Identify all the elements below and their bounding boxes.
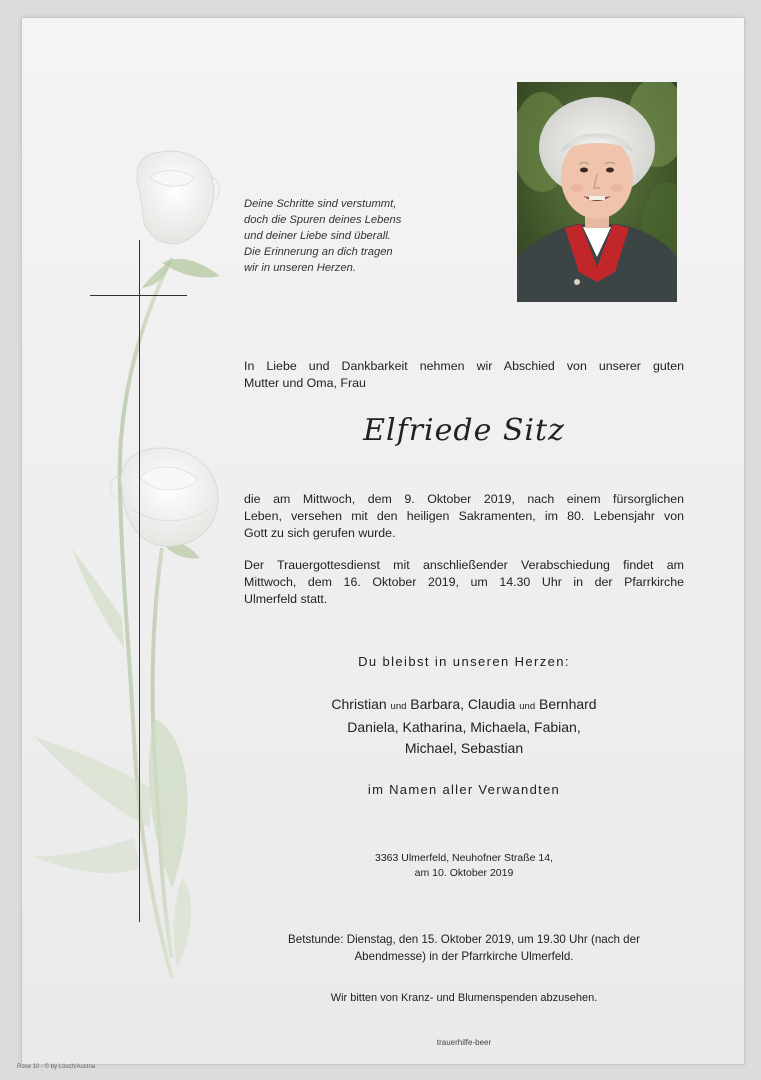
cross-horizontal-bar bbox=[90, 295, 187, 296]
conjunction: und bbox=[519, 701, 536, 712]
date-line: am 10. Oktober 2019 bbox=[414, 867, 514, 879]
death-notice-text bbox=[244, 491, 684, 542]
intro-text bbox=[244, 358, 684, 392]
prayer-hour-text bbox=[244, 931, 684, 965]
white-rose-illustration bbox=[22, 18, 262, 1018]
cross-vertical-bar bbox=[139, 240, 140, 922]
funeral-service-line: Der Trauergottesdienst mit anschließender Verabschiedung findet am bbox=[244, 558, 684, 572]
family-member: Christian bbox=[331, 696, 387, 712]
death-notice-line: Leben, versehen mit den heiligen Sakramenten, im 80. Lebensjahr von bbox=[244, 509, 684, 523]
death-notice-line: Gott zu sich gerufen wurde. bbox=[244, 526, 396, 540]
poem-line: Deine Schritte sind verstummt, bbox=[244, 198, 397, 210]
address-and-date bbox=[244, 851, 684, 881]
family-member: Barbara, Claudia bbox=[410, 696, 516, 712]
poem-line: wir in unseren Herzen. bbox=[244, 262, 356, 274]
obituary-sheet bbox=[22, 18, 744, 1064]
memorial-poem bbox=[244, 196, 444, 276]
funeral-service-line: Ulmerfeld statt. bbox=[244, 592, 328, 606]
design-credit: Rose 10 - © by Lösch/Austria bbox=[17, 1064, 96, 1070]
poem-line: doch die Spuren deines Lebens bbox=[244, 214, 402, 226]
family-line-2: Daniela, Katharina, Michaela, Fabian, bbox=[347, 719, 581, 735]
intro-line: In Liebe und Dankbarkeit nehmen wir Abschied von unserer guten bbox=[244, 359, 684, 373]
intro-line: Mutter und Oma, Frau bbox=[244, 376, 366, 390]
funeral-service-text bbox=[244, 557, 684, 608]
family-line-3: Michael, Sebastian bbox=[404, 740, 524, 756]
funeral-home-footer: trauerhilfe-beer bbox=[436, 1038, 492, 1047]
deceased-name: Elfriede Sitz bbox=[363, 413, 565, 448]
poem-line: und deiner Liebe sind überall. bbox=[244, 230, 391, 242]
conjunction: und bbox=[390, 701, 407, 712]
address-line: 3363 Ulmerfeld, Neuhofner Straße 14, bbox=[374, 852, 553, 864]
family-list bbox=[244, 694, 684, 759]
prayer-hour-line: Abendmesse) in der Pfarrkirche Ulmerfeld. bbox=[354, 950, 574, 963]
prayer-hour-line: Betstunde: Dienstag, den 15. Oktober 2019, um 19.30 Uhr (nach der bbox=[288, 933, 640, 946]
on-behalf-of-relatives: im Namen aller Verwandten bbox=[367, 782, 561, 797]
funeral-service-line: Mittwoch, dem 16. Oktober 2019, um 14.30 Uhr in der Pfarrkirche bbox=[244, 575, 684, 589]
portrait-illustration bbox=[517, 82, 677, 302]
no-flowers-request: Wir bitten von Kranz- und Blumenspenden abzusehen. bbox=[330, 992, 598, 1004]
family-member: Bernhard bbox=[539, 696, 597, 712]
poem-line: Die Erinnerung an dich tragen bbox=[244, 246, 393, 258]
family-line-1 bbox=[244, 694, 684, 717]
portrait-photo bbox=[517, 82, 677, 302]
in-our-hearts-heading: Du bleibst in unseren Herzen: bbox=[358, 654, 570, 669]
death-notice-line: die am Mittwoch, dem 9. Oktober 2019, nach einem fürsorglichen bbox=[244, 492, 684, 506]
